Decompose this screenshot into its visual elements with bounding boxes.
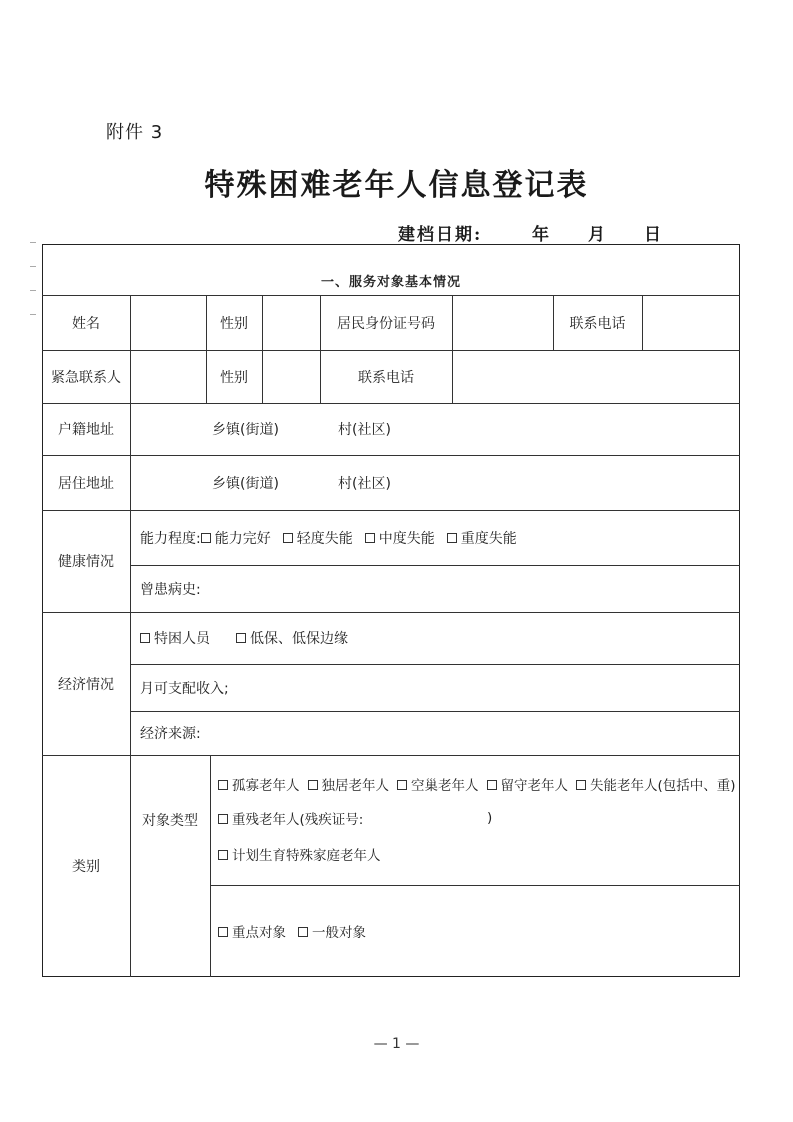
destitute-option[interactable]: 特困人员: [140, 628, 210, 648]
left-behind-option[interactable]: 留守老年人: [487, 774, 569, 794]
name-label: 姓名: [72, 315, 100, 332]
margin-mark: [30, 242, 36, 243]
residence-town-label: 乡镇(街道): [212, 475, 279, 492]
emergency-gender-label: 性别: [220, 369, 248, 386]
checkbox-icon: [218, 814, 228, 824]
emergency-contact-label: 紧急联系人: [51, 369, 121, 386]
empty-nest-option[interactable]: 空巢老年人: [397, 774, 479, 794]
margin-mark: [30, 290, 36, 291]
ability-row: [140, 510, 529, 565]
emergency-phone-field[interactable]: [453, 351, 739, 403]
object-type-line-2: [218, 804, 363, 832]
general-object-option[interactable]: 一般对象: [298, 921, 366, 941]
gender-label: 性别: [220, 315, 248, 332]
family-planning-option[interactable]: 计划生育特殊家庭老年人: [218, 844, 381, 864]
phone-field[interactable]: [643, 296, 739, 350]
section-title: 一、服务对象基本情况: [320, 275, 461, 290]
economy-options-row: [140, 612, 360, 664]
disabled-elder-option[interactable]: 失能老年人(包括中、重): [576, 774, 736, 794]
health-label: 健康情况: [58, 554, 114, 570]
checkbox-icon: [487, 780, 497, 790]
object-type-label: 对象类型: [142, 813, 198, 829]
residence-village-label: 村(社区): [338, 475, 391, 492]
margin-mark: [30, 266, 36, 267]
hukou-village-label: 村(社区): [338, 422, 391, 438]
checkbox-icon: [201, 533, 211, 543]
row-divider: [130, 711, 740, 712]
checkbox-icon: [298, 927, 308, 937]
checkbox-icon: [397, 780, 407, 790]
attachment-label: 附件 3: [106, 122, 164, 143]
emergency-phone-label: 联系电话: [358, 369, 414, 386]
checkbox-icon: [283, 533, 293, 543]
disability-id-close: ): [487, 810, 493, 826]
checkbox-icon: [365, 533, 375, 543]
hukou-address-label: 户籍地址: [58, 422, 114, 438]
object-type-line-3: [218, 840, 381, 868]
id-number-label: 居民身份证号码: [337, 315, 435, 332]
emergency-contact-field[interactable]: [131, 351, 206, 403]
emergency-gender-field[interactable]: [263, 351, 320, 403]
checkbox-icon: [140, 633, 150, 643]
form-title: 特殊困难老年人信息登记表: [204, 168, 589, 203]
ability-mild-option[interactable]: 轻度失能: [283, 528, 353, 548]
severe-disability-option[interactable]: 重残老年人(残疾证号:: [218, 808, 363, 828]
monthly-income-label: 月可支配收入;: [140, 680, 229, 697]
checkbox-icon: [218, 927, 228, 937]
economy-label: 经济情况: [58, 676, 114, 693]
income-source-label: 经济来源:: [140, 726, 201, 742]
priority-row: [218, 885, 378, 977]
date-month-label: 月: [588, 225, 605, 245]
gender-field[interactable]: [263, 296, 320, 350]
date-day-label: 日: [644, 225, 661, 245]
ability-intact-option[interactable]: 能力完好: [201, 528, 271, 548]
medical-history-label: 曾患病史:: [140, 581, 201, 598]
ability-severe-option[interactable]: 重度失能: [447, 528, 517, 548]
row-divider: [130, 565, 740, 566]
residence-address-label: 居住地址: [58, 475, 114, 492]
category-label: 类别: [72, 859, 100, 875]
living-alone-option[interactable]: 独居老年人: [308, 774, 390, 794]
low-income-option[interactable]: 低保、低保边缘: [236, 628, 348, 648]
ability-moderate-option[interactable]: 中度失能: [365, 528, 435, 548]
margin-mark: [30, 314, 36, 315]
id-number-field[interactable]: [453, 296, 553, 350]
ability-label: 能力程度:: [140, 530, 201, 547]
checkbox-icon: [576, 780, 586, 790]
page-number: — 1 —: [373, 1036, 420, 1052]
phone-label: 联系电话: [569, 315, 626, 332]
checkbox-icon: [236, 633, 246, 643]
checkbox-icon: [218, 850, 228, 860]
key-object-option[interactable]: 重点对象: [218, 921, 286, 941]
hukou-town-label: 乡镇(街道): [212, 422, 279, 438]
checkbox-icon: [308, 780, 318, 790]
checkbox-icon: [218, 780, 228, 790]
name-field[interactable]: [131, 296, 206, 350]
date-year-label: 年: [532, 225, 549, 245]
file-date-label: 建档日期:: [398, 225, 483, 245]
object-type-line-1: [218, 770, 736, 798]
checkbox-icon: [447, 533, 457, 543]
row-divider: [42, 403, 740, 404]
widowed-elder-option[interactable]: 孤寡老年人: [218, 774, 300, 794]
col-divider: [210, 755, 211, 977]
row-divider: [42, 455, 740, 456]
